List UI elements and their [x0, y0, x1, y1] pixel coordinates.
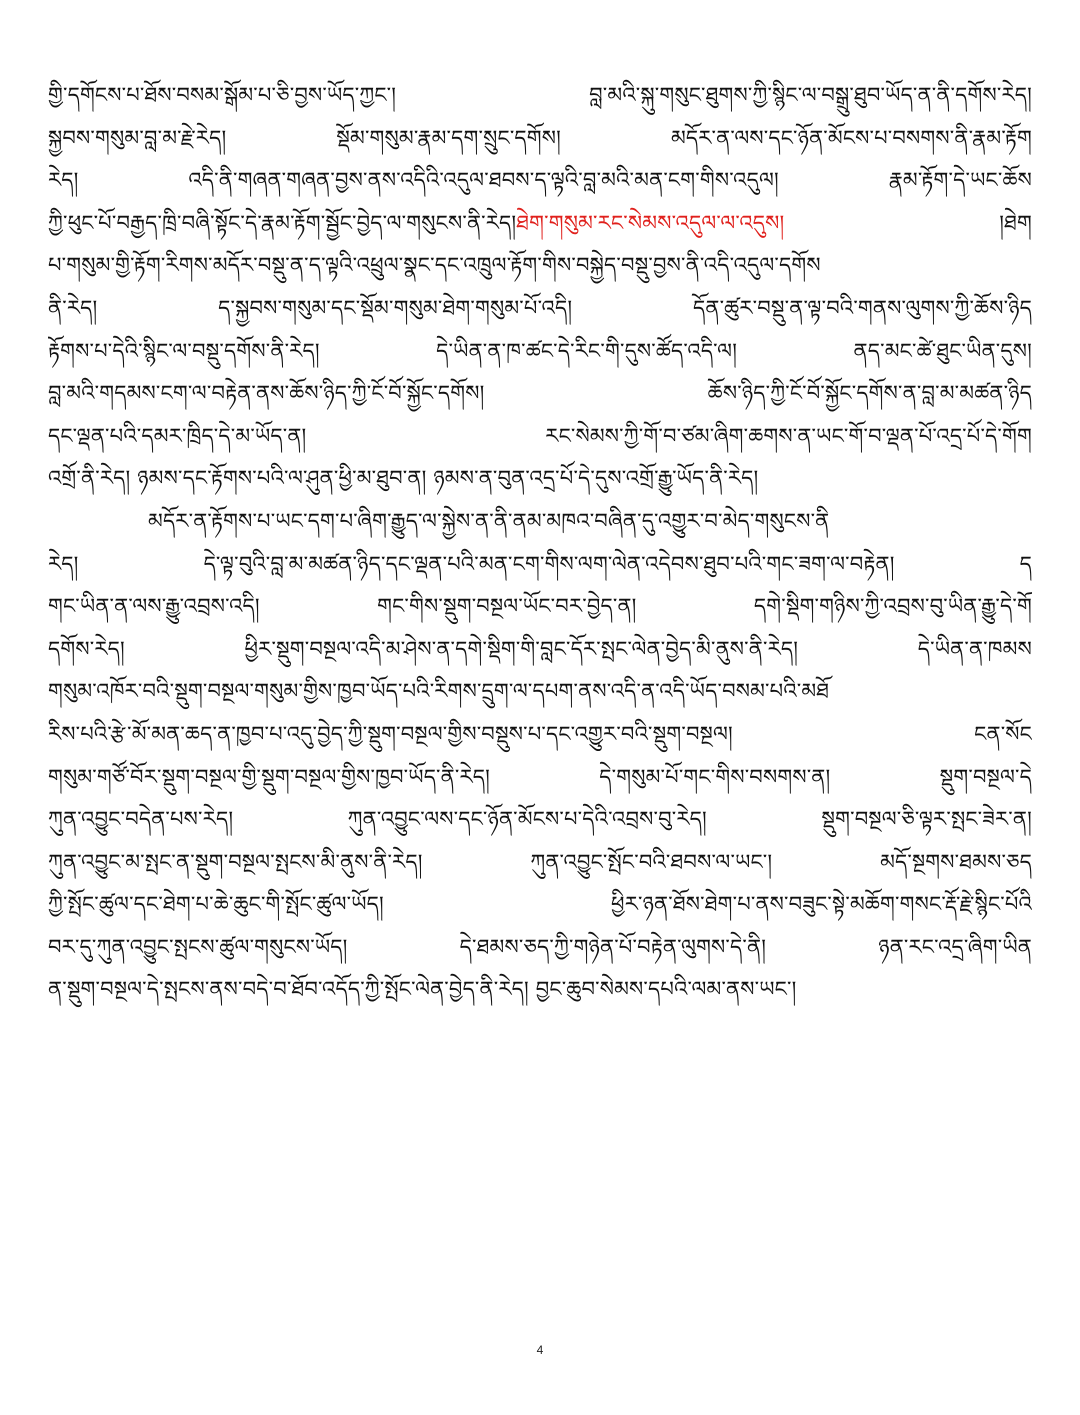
- line-text: དགོས་རེད། ཕྱིར་སྡུག་བསྔལ་འདི་མ་ཤེས་ན་དགེ་སྡིག་གི་བླང་དོར་སྤང་ལེན་བྱེད་མི་ནུས་ནི་རེད། དེ་ཡིན་ན་ཁམས: [48, 636, 1032, 661]
- line-text: བར་དུ་ཀུན་འབྱུང་སྤངས་ཚུལ་གསུངས་ཡོད། དེ་ཐམས་ཅད་ཀྱི་གཉེན་པོ་བརྟེན་ལུགས་དེ་ནི། ཉན་རང་འདྲ་ཞིག་ཡིན: [48, 934, 1032, 959]
- text-line: [48, 628, 1032, 671]
- text-line: [48, 287, 1032, 330]
- line-text: ན་སྡུག་བསྔལ་དེ་སྤངས་ནས་བདེ་བ་ཐོབ་འདོད་ཀྱི་སྤོང་ལེན་བྱེད་ནི་རེད། བྱང་ཆུབ་སེམས་དཔའི་ལམ་ནས་ཡང་།: [48, 977, 797, 1002]
- text-line: [48, 244, 1032, 287]
- text-line: [48, 74, 1032, 117]
- line-text: རེད། འདི་ནི་གཞན་གཞན་བྱས་ནས་འདིའི་འདུལ་ཐབས་ད་ལྟའི་བླ་མའི་མན་ངག་གིས་འདུལ། རྣམ་རྟོག་དེ་ཡང་ཆོས: [48, 168, 1032, 193]
- line-text-continued: །ཐེག: [784, 210, 1032, 235]
- line-text: འགྲོ་ནི་རེད། ཉམས་དང་རྟོགས་པའི་ལ་ཤུན་ཕྱི་མ་ཐུབ་ན། ཉམས་ན་བུན་འདྲ་པོ་དེ་དུས་འགྲོ་རྒྱུ་ཡོད་ནི་རེད།: [48, 466, 759, 491]
- highlighted-verse: ཐེག་གསུམ་རང་སེམས་འདུལ་ལ་འདུས།: [516, 210, 785, 235]
- line-text: ཀྱི་སྤོང་ཚུལ་དང་ཐེག་པ་ཆེ་ཆུང་གི་སྤོང་ཚུལ་ཡོད། ཕྱིར་ཉན་ཐོས་ཐེག་པ་ནས་བཟུང་སྟེ་མཆོག་གསང་རྡོ་རྗེ་སྙིང་པོའི: [48, 892, 1032, 917]
- line-text: ནི་རེད། ད་སྐྱབས་གསུམ་དང་སྡོམ་གསུམ་ཐེག་གསུམ་པོ་འདི། དོན་ཚུར་བསྡུ་ན་ལྟ་བའི་གནས་ལུགས་ཀྱི་ཆོས་ཉིད: [48, 295, 1032, 320]
- text-line: [48, 415, 1032, 458]
- text-line: [48, 500, 1032, 543]
- text-line: [48, 883, 1032, 926]
- text-line: [48, 159, 1032, 202]
- line-text: རེད། དེ་ལྟ་བུའི་བླ་མ་མཚན་ཉིད་དང་ལྡན་པའི་མན་ངག་གིས་ལག་ལེན་འདེབས་ཐུབ་པའི་གང་ཟག་ལ་བརྟེན། ད: [48, 551, 1032, 576]
- text-line: [48, 926, 1032, 969]
- line-text: གསུམ་གཙོ་བོར་སྡུག་བསྔལ་གྱི་སྡུག་བསྔལ་གྱིས་ཁྱབ་ཡོད་ནི་རེད། དེ་གསུམ་པོ་གང་གིས་བསགས་ན། སྡུག་བསྔལ་དེ: [48, 764, 1032, 789]
- line-text: སྐྱབས་གསུམ་བླ་མ་རྗེ་རེད། སྡོམ་གསུམ་རྣམ་དག་སྲུང་དགོས། མདོར་ན་ལས་དང་ཉོན་མོངས་པ་བསགས་ནི་རྣམ་རྟོག: [48, 125, 1032, 150]
- text-line: [48, 841, 1032, 884]
- text-line: [48, 457, 1032, 500]
- text-line: [48, 756, 1032, 799]
- line-text: རིས་པའི་རྩེ་མོ་མན་ཆད་ན་ཁྱབ་པ་འདུ་བྱེད་ཀྱི་སྡུག་བསྔལ་གྱིས་བསྡུས་པ་དང་འགྱུར་བའི་སྡུག་བསྔལ། ངན་སོང: [48, 721, 1032, 746]
- body-text: [48, 74, 1032, 1011]
- line-text: གྱི་དགོངས་པ་ཐོས་བསམ་སྒོམ་པ་ཅི་བྱས་ཡོད་ཀྱང་། བླ་མའི་སྐུ་གསུང་ཐུགས་ཀྱི་སྙིང་ལ་བསྒྲུ་ཐུབ་ཡོད་ན་ནི་དགོས་རེད།: [48, 83, 1032, 107]
- text-line: [48, 670, 1032, 713]
- text-line: [48, 968, 1032, 1011]
- text-line: [48, 330, 1032, 373]
- line-text: མདོར་ན་རྟོགས་པ་ཡང་དག་པ་ཞིག་རྒྱུད་ལ་སྐྱེས་ན་ནི་ནམ་མཁའ་བཞིན་དུ་འགྱུར་བ་མེད་གསུངས་ནི: [148, 508, 830, 533]
- text-line: [48, 798, 1032, 841]
- line-text: ཀུན་འབྱུང་མ་སྤང་ན་སྡུག་བསྔལ་སྤངས་མི་ནུས་ནི་རེད། ཀུན་འབྱུང་སྤོང་བའི་ཐབས་ལ་ཡང་། མདོ་སྔགས་ཐམས་ཅད: [48, 849, 1032, 874]
- line-text: པ་གསུམ་གྱི་རྟོག་རིགས་མདོར་བསྡུ་ན་ད་ལྟའི་འཕྲུལ་སྣང་དང་འཁྲུལ་རྟོག་གིས་བསྐྱེད་བསྡུ་བྱས་ནི་འདི་འདུལ་དགོས: [48, 253, 821, 278]
- line-text: གསུམ་འཁོར་བའི་སྡུག་བསྔལ་གསུམ་གྱིས་ཁྱབ་ཡོད་པའི་རིགས་དྲུག་ལ་དཔག་ནས་འདི་ན་འདི་ཡོད་བསམ་པའི་མཐོ: [48, 679, 830, 704]
- text-line: [48, 372, 1032, 415]
- page-number: 4: [536, 1343, 544, 1357]
- line-text: ཀྱི་ཕུང་པོ་བརྒྱད་ཁྲི་བཞི་སྟོང་དེ་རྣམ་རྟོག་སྦྱོང་བྱེད་ལ་གསུངས་ནི་རེད།: [48, 210, 517, 235]
- text-line: [48, 117, 1032, 160]
- text-line: [48, 543, 1032, 586]
- line-text: ཀུན་འབྱུང་བདེན་པས་རེད། ཀུན་འབྱུང་ལས་དང་ཉོན་མོངས་པ་དེའི་འབྲས་བུ་རེད། སྡུག་བསྔལ་ཅི་ལྟར་སྤང་ཟེར་ན།: [48, 807, 1032, 832]
- line-text: དང་ལྡན་པའི་དམར་ཁྲིད་དེ་མ་ཡོད་ན། རང་སེམས་ཀྱི་གོ་བ་ཙམ་ཞིག་ཆགས་ན་ཡང་གོ་བ་ལྡན་པོ་འདྲ་པོ་དེ་གོག: [48, 423, 1032, 448]
- line-text: རྟོགས་པ་དེའི་སྙིང་ལ་བསྡུ་དགོས་ནི་རེད། དེ་ཡིན་ན་ཁ་ཚང་དེ་རིང་གི་དུས་ཚོད་འདི་ལ། ནད་མང་ཚེ་ཐུང་ཡིན་དུས།: [48, 338, 1032, 363]
- text-line: [48, 202, 1032, 245]
- line-text: གང་ཡིན་ན་ལས་རྒྱུ་འབྲས་འདི། གང་གིས་སྡུག་བསྔལ་ཡོང་བར་བྱེད་ན། དགེ་སྡིག་གཉིས་ཀྱི་འབྲས་བུ་ཡིན་རྒྱུ་དེ་གོ: [48, 594, 1032, 619]
- line-text: བླ་མའི་གདམས་ངག་ལ་བརྟེན་ནས་ཆོས་ཉིད་ཀྱི་ངོ་བོ་སྐྱོང་དགོས། ཆོས་ཉིད་ཀྱི་ངོ་བོ་སྐྱོང་དགོས་ན་བླ་མ་མཚན་ཉིད: [48, 381, 1032, 406]
- text-line: [48, 713, 1032, 756]
- text-line: [48, 585, 1032, 628]
